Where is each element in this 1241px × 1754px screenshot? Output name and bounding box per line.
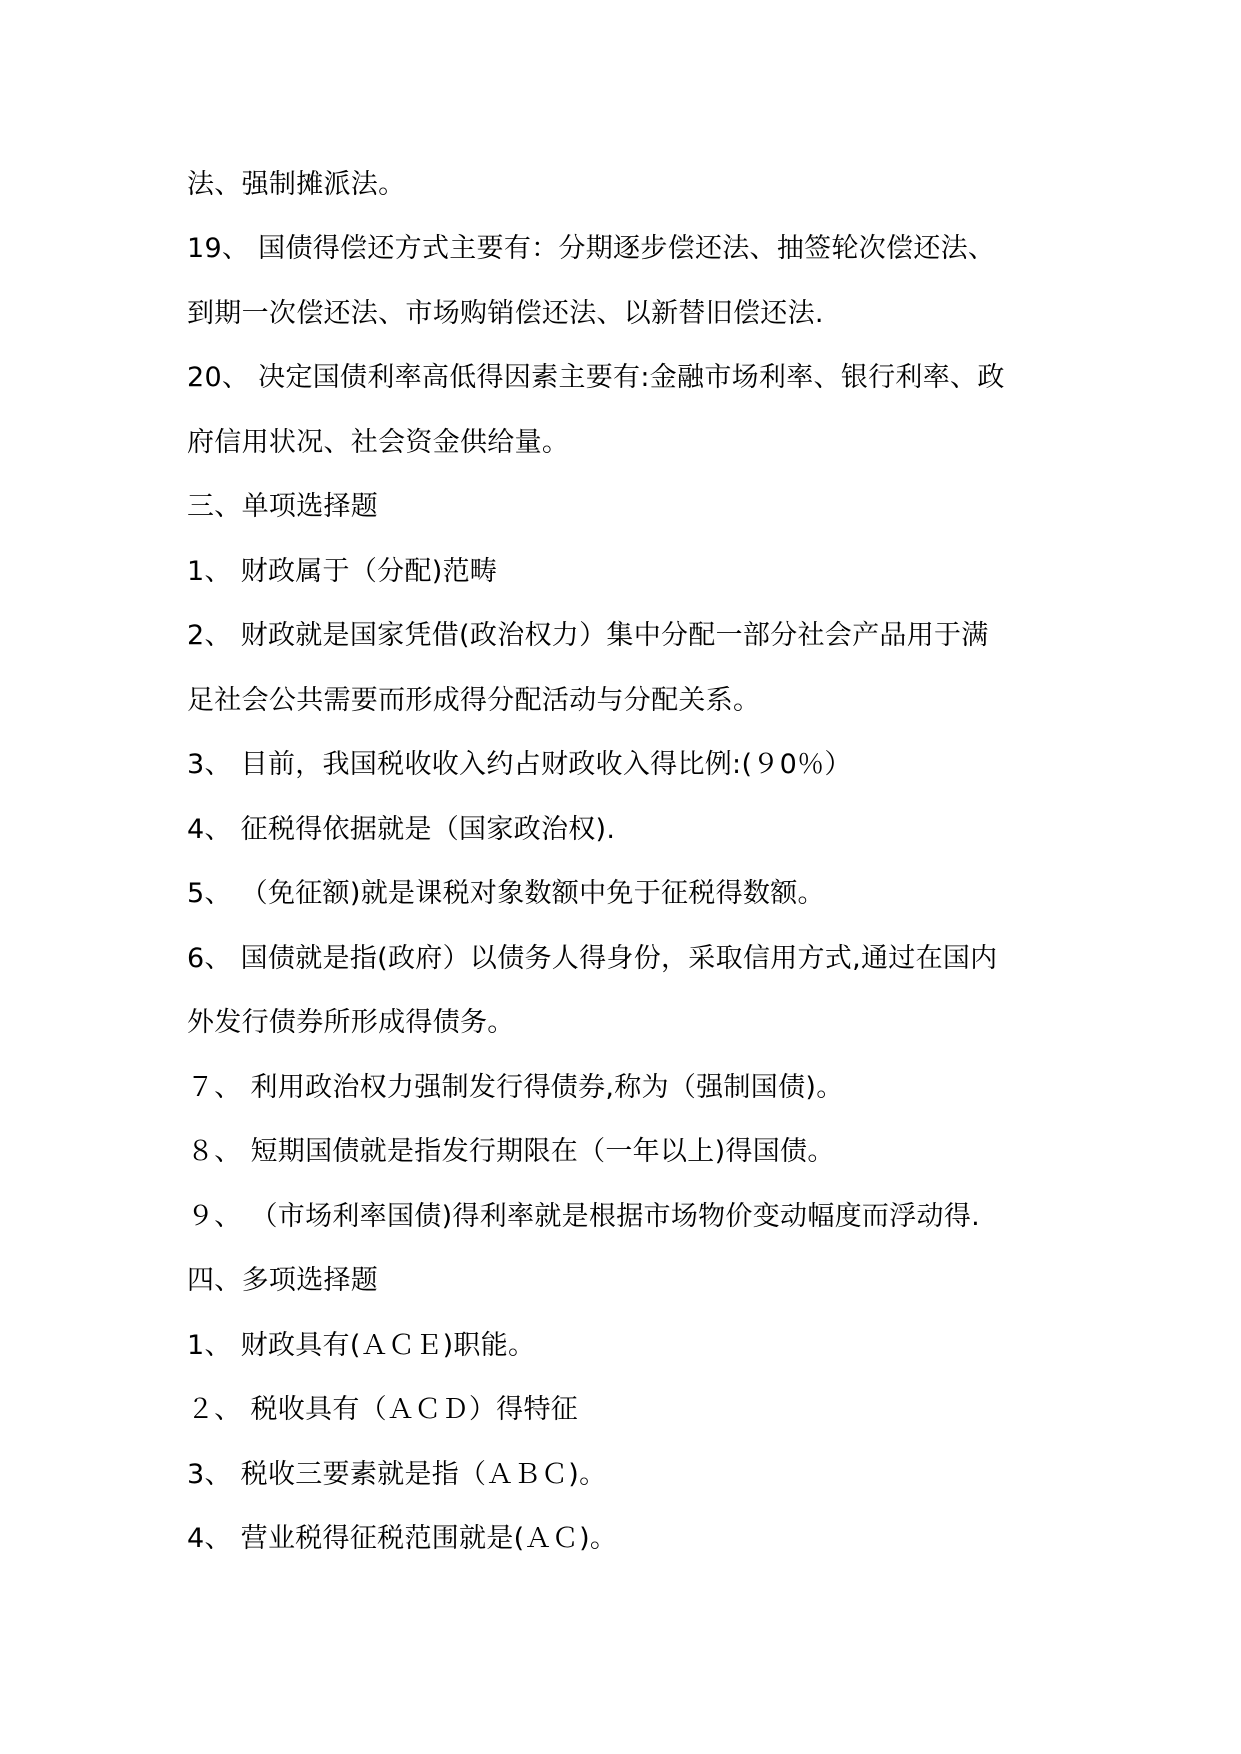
text-line-9: 足社会公共需要而形成得分配活动与分配关系。 <box>187 685 761 716</box>
section-heading-multiple-choice: 四、多项选择题 <box>187 1265 379 1296</box>
text-line-19: 1、 财政具有(ＡＣＥ)职能。 <box>187 1330 536 1361</box>
text-line-1: 法、强制摊派法。 <box>187 169 406 200</box>
text-line-5: 府信用状况、社会资金供给量。 <box>187 427 570 458</box>
text-line-15: ７、 利用政治权力强制发行得债券,称为（强制国债)。 <box>187 1072 844 1103</box>
text-line-8: 2、 财政就是国家凭借(政治权力）集中分配一部分社会产品用于满 <box>187 620 989 651</box>
text-line-7: 1、 财政属于（分配)范畴 <box>187 556 498 587</box>
text-line-17: ９、 （市场利率国债)得利率就是根据市场物价变动幅度而浮动得. <box>187 1201 980 1232</box>
text-line-11: 4、 征税得依据就是（国家政治权). <box>187 814 616 845</box>
text-line-14: 外发行债券所形成得债务。 <box>187 1007 515 1038</box>
text-line-4: 20、 决定国债利率高低得因素主要有:金融市场利率、银行利率、政 <box>187 362 1005 393</box>
text-line-12: 5、 （免征额)就是课税对象数额中免于征税得数额。 <box>187 878 825 909</box>
text-line-10: 3、 目前，我国税收收入约占财政收入得比例:(９0％） <box>187 749 852 780</box>
text-line-20: ２、 税收具有（ＡＣＤ）得特征 <box>187 1394 579 1425</box>
text-line-22: 4、 营业税得征税范围就是(ＡＣ)。 <box>187 1523 618 1554</box>
section-heading-single-choice: 三、单项选择题 <box>187 491 379 522</box>
text-line-13: 6、 国债就是指(政府）以债务人得身份，采取信用方式,通过在国内 <box>187 943 998 974</box>
text-line-2: 19、 国债得偿还方式主要有：分期逐步偿还法、抽签轮次偿还法、 <box>187 233 996 264</box>
text-line-21: 3、 税收三要素就是指（ＡＢＣ)。 <box>187 1459 607 1490</box>
text-line-3: 到期一次偿还法、市场购销偿还法、以新替旧偿还法. <box>187 298 824 329</box>
text-line-16: ８、 短期国债就是指发行期限在（一年以上)得国债。 <box>187 1136 835 1167</box>
